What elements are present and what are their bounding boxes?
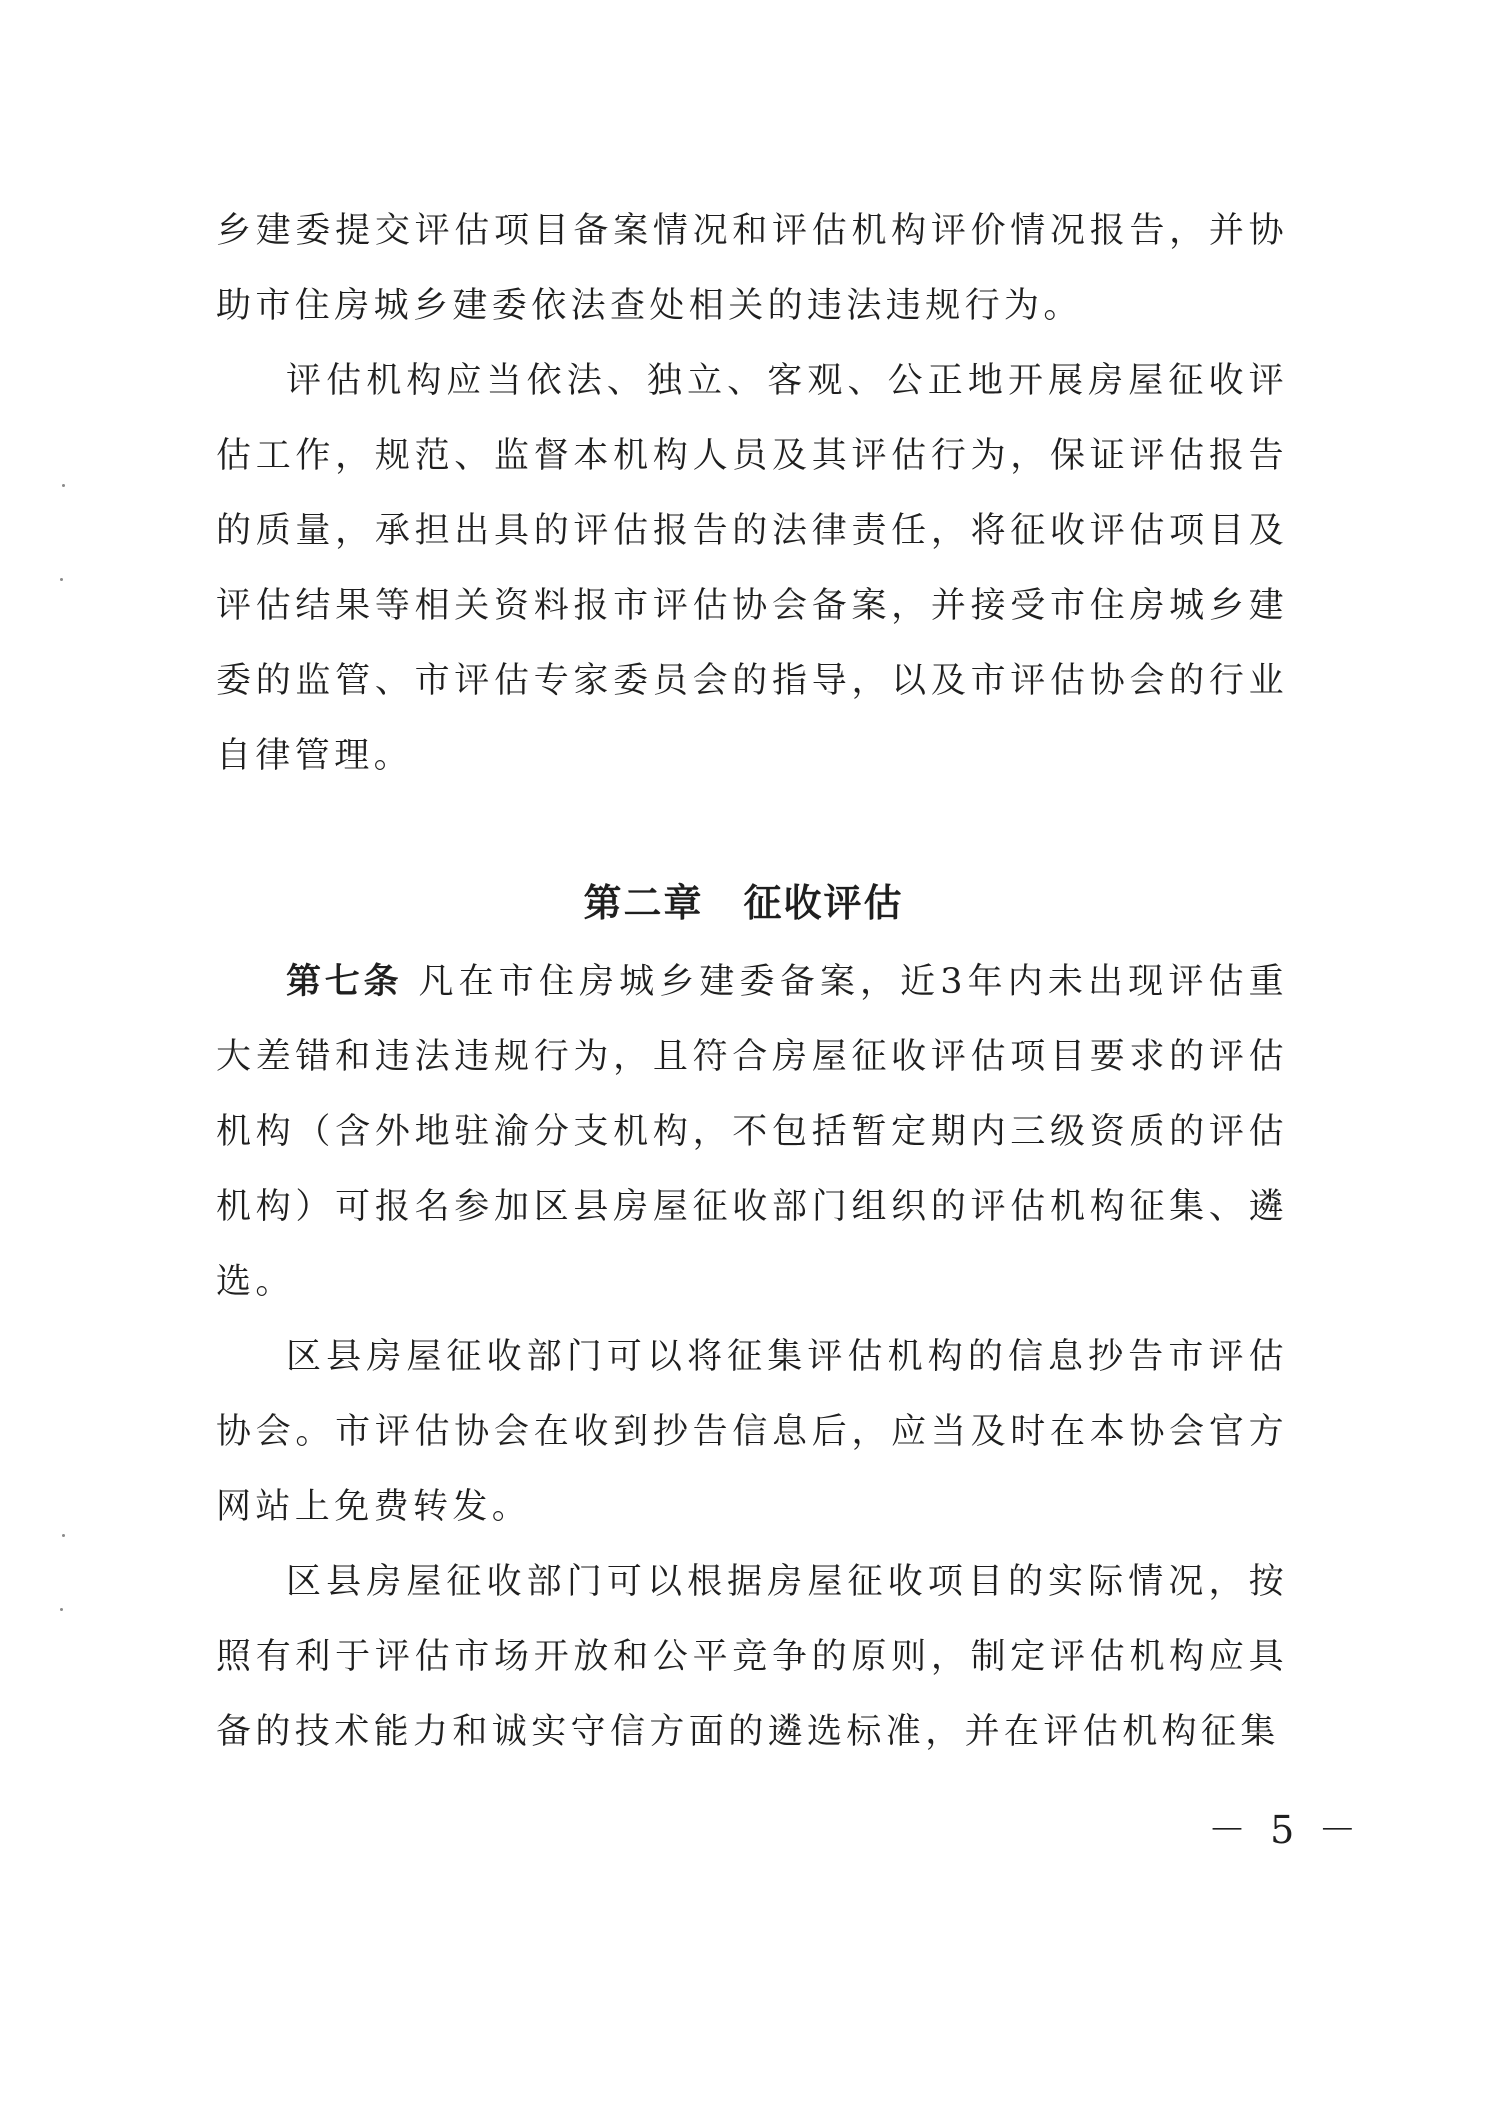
chapter-heading: 第二章 征收评估 bbox=[583, 881, 904, 925]
article-seven-paragraph bbox=[216, 945, 1288, 1320]
paragraph-selection-standards: 区县房屋征收部门可以根据房屋征收项目的实际情况，按照有利于评估市场开放和公平竞争的原则，制定评估机构应具备的技术能力和诚实守信方面的遴选标准，并在评估机构征集 bbox=[216, 1562, 1288, 1752]
scan-speck bbox=[62, 1534, 65, 1537]
scan-speck bbox=[62, 484, 65, 487]
continuation-paragraph: 乡建委提交评估项目备案情况和评估机构评价情况报告，并协助市住房城乡建委依法查处相关的违法违规行为。 bbox=[216, 211, 1288, 326]
scan-speck bbox=[60, 578, 63, 581]
paragraph-evaluation-agencies: 评估机构应当依法、独立、客观、公正地开展房屋征收评估工作，规范、监督本机构人员及其评估行为，保证评估报告的质量，承担出具的评估报告的法律责任，将征收评估项目及评估结果等相关资料报市评估协会备案，并接受市住房城乡建委的监管、市评估专家委员会的指导，以及市评估协会的行业自律管理。 bbox=[216, 361, 1288, 776]
top-text-block bbox=[216, 194, 1288, 794]
article-label: 第七条 bbox=[286, 962, 403, 1002]
scan-speck bbox=[60, 1608, 63, 1611]
article-seven-text: 凡在市住房城乡建委备案，近3年内未出现评估重大差错和违法违规行为，且符合房屋征收评估项目要求的评估机构（含外地驻渝分支机构，不包括暂定期内三级资质的评估机构）可报名参加区县房屋征收部门组织的评估机构征集、遴选。 bbox=[216, 962, 1288, 1302]
page-number: － 5 － bbox=[1208, 1808, 1363, 1852]
bottom-text-block bbox=[216, 945, 1288, 1770]
paragraph-information-notice: 区县房屋征收部门可以将征集评估机构的信息抄告市评估协会。市评估协会在收到抄告信息后，应当及时在本协会官方网站上免费转发。 bbox=[216, 1337, 1288, 1527]
